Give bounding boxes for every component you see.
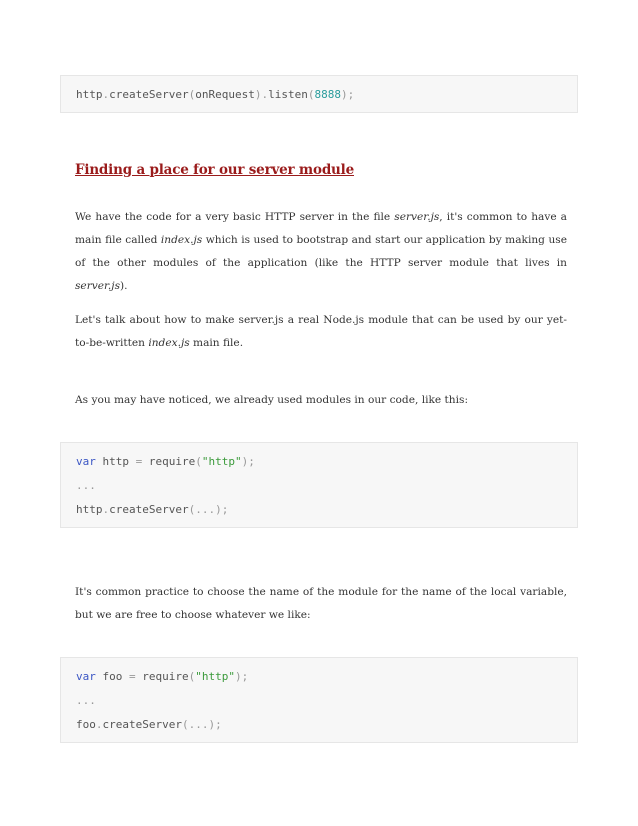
paragraph-naming-practice: It's common practice to choose the name of the module for the name of the local variable, but we are free to choose whatever we like:	[75, 586, 567, 621]
code-token: .	[261, 88, 269, 101]
code-token: "http"	[201, 455, 242, 468]
paragraph-text: main file.	[189, 337, 244, 349]
code-token: )	[254, 88, 262, 101]
paragraph-server-intro	[75, 206, 567, 298]
code-token: http	[76, 88, 103, 101]
code-token: );	[241, 455, 255, 468]
paragraph-text: We have the code for a very basic HTTP server in the file	[75, 211, 395, 223]
code-token: foo	[102, 670, 123, 683]
code-token: require	[142, 670, 189, 683]
code-line	[76, 88, 354, 102]
code-line	[76, 670, 248, 684]
code-token: createServer	[109, 503, 189, 516]
emphasis-filename: server.js	[75, 280, 121, 292]
code-token: (	[188, 88, 196, 101]
code-token: .	[95, 718, 103, 731]
code-block-create-server	[60, 75, 578, 113]
code-line	[76, 455, 255, 469]
emphasis-filename: index.js	[160, 234, 203, 246]
paragraph-text: ).	[120, 280, 128, 292]
emphasis-filename: server.js	[394, 211, 440, 223]
code-token: var	[76, 455, 96, 468]
code-token: (	[188, 670, 196, 683]
code-token: listen	[268, 88, 308, 101]
code-token: (	[195, 455, 202, 468]
code-line	[76, 479, 96, 493]
code-token: "http"	[195, 670, 235, 683]
code-token: createServer	[109, 88, 189, 101]
code-line	[76, 694, 96, 708]
paragraph-text: Let's talk about how to make server.js a real Node.js module that can be used by our yet-to-be-written	[75, 314, 567, 349]
code-token: require	[148, 455, 196, 468]
code-token: .	[102, 88, 110, 101]
code-token: createServer	[102, 718, 182, 731]
section-heading: Finding a place for our server module	[75, 162, 354, 178]
code-token: 8888	[314, 88, 341, 101]
emphasis-filename: index.js	[148, 337, 190, 349]
code-token: =	[129, 670, 136, 683]
code-token: =	[135, 455, 143, 468]
code-token: (...);	[188, 503, 229, 516]
code-block-require-foo	[60, 657, 578, 743]
code-token: http	[76, 503, 103, 516]
code-token: ...	[76, 479, 96, 492]
paragraph-text: , it's common to have a main file called	[75, 211, 567, 246]
code-token: );	[340, 88, 355, 101]
code-token: .	[102, 503, 110, 516]
code-line	[76, 718, 222, 732]
paragraph-text: which is used to bootstrap and start our application by making use of the other modules of the application (like the HTTP server module that lives in	[75, 234, 567, 269]
code-token: (	[307, 88, 315, 101]
paragraph-modules-used: As you may have noticed, we already used modules in our code, like this:	[75, 394, 469, 406]
code-line	[76, 503, 228, 517]
code-token: foo	[76, 718, 96, 731]
code-block-require-http	[60, 442, 578, 528]
code-token: );	[234, 670, 249, 683]
code-token: ...	[76, 694, 96, 707]
code-token: http	[102, 455, 129, 468]
code-token: (...);	[181, 718, 222, 731]
paragraph-module-talk	[75, 309, 567, 355]
code-token: onRequest	[195, 88, 255, 101]
code-token: var	[76, 670, 96, 683]
